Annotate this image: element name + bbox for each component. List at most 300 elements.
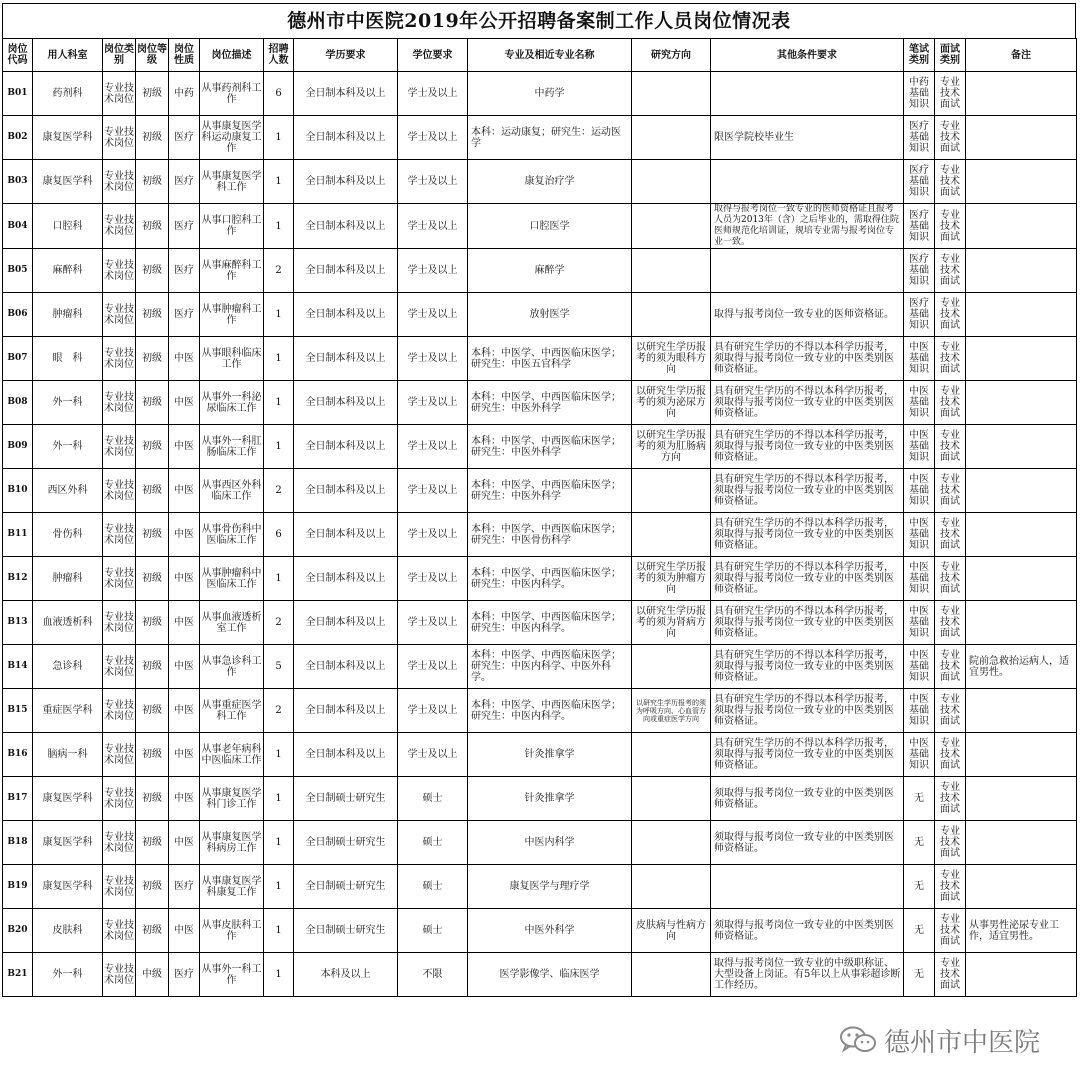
education-cell: 全日制本科及以上 (294, 557, 398, 601)
written-exam-cell: 中医基础知识 (904, 381, 935, 425)
table-row (3, 337, 1077, 381)
description-cell: 从事口腔科工作 (200, 204, 264, 249)
dept-cell: 肿瘤科 (33, 557, 103, 601)
requirements-cell: 须取得与报考岗位一致专业的中医类别医师资格证。 (711, 777, 904, 821)
written-exam-cell: 中医基础知识 (904, 689, 935, 733)
category-cell: 专业技术岗位 (103, 204, 136, 249)
major-cell: 本科：中医学、中西医临床医学；研究生：中医内科学、中医外科学。 (468, 645, 632, 689)
degree-cell: 学士及以上 (398, 204, 468, 249)
dept-cell: 皮肤科 (33, 909, 103, 953)
dept-cell: 西区外科 (33, 469, 103, 513)
nature-cell: 中医 (169, 777, 200, 821)
table-body (3, 72, 1077, 997)
requirements-cell: 取得与报考岗位一致专业的医师资格证且报考人员为2013年（含）之后毕业的，需取得住院医师规范化培训证，规培专业需与报考岗位专业一致。 (711, 204, 904, 249)
remark-cell (966, 249, 1077, 293)
requirements-cell: 具有研究生学历的不得以本科学历报考，须取得与报考岗位一致专业的中医类别医师资格证。 (711, 381, 904, 425)
table-row (3, 249, 1077, 293)
degree-cell: 学士及以上 (398, 645, 468, 689)
count-cell: 1 (264, 909, 294, 953)
remark-cell (966, 689, 1077, 733)
major-cell: 本科：中医学、中西医临床医学；研究生：中医骨伤科学 (468, 513, 632, 557)
degree-cell: 学士及以上 (398, 601, 468, 645)
research-cell (632, 513, 711, 557)
interview-cell: 专业技术面试 (935, 601, 966, 645)
education-cell: 全日制硕士研究生 (294, 909, 398, 953)
research-cell (632, 865, 711, 909)
table-row (3, 513, 1077, 557)
description-cell: 从事急诊科工作 (200, 645, 264, 689)
code: B14 (3, 645, 33, 689)
major-cell: 本科：中医学、中西医临床医学；研究生：中医外科学 (468, 469, 632, 513)
written-exam-cell: 医疗基础知识 (904, 293, 935, 337)
category-cell: 专业技术岗位 (103, 116, 136, 160)
remark-cell: 从事男性泌尿专业工作，适宜男性。 (966, 909, 1077, 953)
description-cell: 从事肿瘤科工作 (200, 293, 264, 337)
nature-cell: 中医 (169, 601, 200, 645)
table-row (3, 469, 1077, 513)
count-cell: 1 (264, 204, 294, 249)
requirements-cell: 限医学院校毕业生 (711, 116, 904, 160)
interview-cell: 专业技术面试 (935, 733, 966, 777)
remark-cell (966, 513, 1077, 557)
major-cell: 放射医学 (468, 293, 632, 337)
level-cell: 初级 (136, 513, 169, 557)
degree-cell: 硕士 (398, 821, 468, 865)
major-cell: 中医内科学 (468, 821, 632, 865)
remark-cell (966, 953, 1077, 997)
education-cell: 全日制本科及以上 (294, 160, 398, 204)
interview-cell: 专业技术面试 (935, 249, 966, 293)
interview-cell: 专业技术面试 (935, 689, 966, 733)
description-cell: 从事老年病科中医临床工作 (200, 733, 264, 777)
level-cell: 初级 (136, 381, 169, 425)
major-cell: 本科：中医学、中西医临床医学；研究生：中医内科学。 (468, 601, 632, 645)
header-cell: 岗位代码 (3, 39, 33, 72)
interview-cell: 专业技术面试 (935, 381, 966, 425)
code: B12 (3, 557, 33, 601)
written-exam-cell: 医疗基础知识 (904, 249, 935, 293)
major-cell: 口腔医学 (468, 204, 632, 249)
count-cell: 6 (264, 513, 294, 557)
major-cell: 本科：中医学、中西医临床医学；研究生：中医内科学。 (468, 689, 632, 733)
table-row (3, 909, 1077, 953)
code: B08 (3, 381, 33, 425)
education-cell: 全日制本科及以上 (294, 689, 398, 733)
dept-cell: 肿瘤科 (33, 293, 103, 337)
level-cell: 初级 (136, 909, 169, 953)
count-cell: 2 (264, 249, 294, 293)
table-row (3, 293, 1077, 337)
table-row (3, 204, 1077, 249)
research-cell (632, 204, 711, 249)
remark-cell (966, 72, 1077, 116)
header-cell: 专业及相近专业名称 (468, 39, 632, 72)
major-cell: 本科：中医学、中西医临床医学；研究生：中医内科学。 (468, 557, 632, 601)
dept-cell: 眼 科 (33, 337, 103, 381)
research-cell (632, 645, 711, 689)
wechat-icon (838, 1025, 878, 1055)
count-cell: 1 (264, 821, 294, 865)
dept-cell: 康复医学科 (33, 821, 103, 865)
table-row (3, 953, 1077, 997)
category-cell: 专业技术岗位 (103, 425, 136, 469)
code: B11 (3, 513, 33, 557)
level-cell: 初级 (136, 645, 169, 689)
requirements-cell: 具有研究生学历的不得以本科学历报考，须取得与报考岗位一致专业的中医类别医师资格证。 (711, 513, 904, 557)
description-cell: 从事骨伤科中医临床工作 (200, 513, 264, 557)
level-cell: 初级 (136, 204, 169, 249)
header-cell: 研究方向 (632, 39, 711, 72)
written-exam-cell: 中医基础知识 (904, 337, 935, 381)
written-exam-cell: 中医基础知识 (904, 601, 935, 645)
nature-cell: 医疗 (169, 204, 200, 249)
research-cell: 以研究生学历报考的须为呼吸方向、心血管方向或重症医学方向 (632, 689, 711, 733)
code: B09 (3, 425, 33, 469)
header-cell: 学位要求 (398, 39, 468, 72)
written-exam-cell: 无 (904, 865, 935, 909)
description-cell: 从事重症医学科工作 (200, 689, 264, 733)
interview-cell: 专业技术面试 (935, 821, 966, 865)
remark-cell (966, 865, 1077, 909)
written-exam-cell: 医疗基础知识 (904, 116, 935, 160)
education-cell: 全日制硕士研究生 (294, 821, 398, 865)
count-cell: 1 (264, 557, 294, 601)
code: B06 (3, 293, 33, 337)
level-cell: 初级 (136, 689, 169, 733)
requirements-cell (711, 249, 904, 293)
nature-cell: 医疗 (169, 865, 200, 909)
degree-cell: 学士及以上 (398, 381, 468, 425)
nature-cell: 中医 (169, 557, 200, 601)
education-cell: 全日制本科及以上 (294, 204, 398, 249)
research-cell (632, 293, 711, 337)
research-cell: 以研究生学历报考的须为肿瘤方向 (632, 557, 711, 601)
table-row (3, 645, 1077, 689)
interview-cell: 专业技术面试 (935, 469, 966, 513)
major-cell: 中药学 (468, 72, 632, 116)
nature-cell: 医疗 (169, 293, 200, 337)
remark-cell (966, 116, 1077, 160)
dept-cell: 骨伤科 (33, 513, 103, 557)
written-exam-cell: 中医基础知识 (904, 733, 935, 777)
nature-cell: 中药 (169, 72, 200, 116)
degree-cell: 学士及以上 (398, 72, 468, 116)
major-cell: 本科：中医学、中西医临床医学；研究生：中医五官科学 (468, 337, 632, 381)
code: B10 (3, 469, 33, 513)
interview-cell: 专业技术面试 (935, 337, 966, 381)
research-cell: 以研究生学历报考的须为泌尿方向 (632, 381, 711, 425)
major-cell: 麻醉学 (468, 249, 632, 293)
education-cell: 全日制本科及以上 (294, 249, 398, 293)
count-cell: 2 (264, 689, 294, 733)
table-row (3, 601, 1077, 645)
dept-cell: 外一科 (33, 381, 103, 425)
major-cell: 本科：运动康复；研究生：运动医学 (468, 116, 632, 160)
major-cell: 针灸推拿学 (468, 733, 632, 777)
interview-cell: 专业技术面试 (935, 909, 966, 953)
written-exam-cell: 中药基础知识 (904, 72, 935, 116)
major-cell: 中医外科学 (468, 909, 632, 953)
code: B02 (3, 116, 33, 160)
remark-cell (966, 204, 1077, 249)
category-cell: 专业技术岗位 (103, 513, 136, 557)
remark-cell: 院前急救抬运病人，适宜男性。 (966, 645, 1077, 689)
education-cell: 全日制本科及以上 (294, 601, 398, 645)
major-cell: 针灸推拿学 (468, 777, 632, 821)
written-exam-cell: 无 (904, 777, 935, 821)
watermark-text: 德州市中医院 (884, 1027, 1041, 1058)
table-row (3, 72, 1077, 116)
description-cell: 从事麻醉科工作 (200, 249, 264, 293)
count-cell: 1 (264, 293, 294, 337)
table-row (3, 821, 1077, 865)
degree-cell: 学士及以上 (398, 513, 468, 557)
requirements-cell: 具有研究生学历的不得以本科学历报考，须取得与报考岗位一致专业的中医类别医师资格证。 (711, 337, 904, 381)
research-cell: 皮肤病与性病方向 (632, 909, 711, 953)
table-row (3, 425, 1077, 469)
major-cell: 康复医学与理疗学 (468, 865, 632, 909)
header-cell: 学历要求 (294, 39, 398, 72)
category-cell: 专业技术岗位 (103, 601, 136, 645)
education-cell: 全日制本科及以上 (294, 381, 398, 425)
header-cell: 岗位等级 (136, 39, 169, 72)
remark-cell (966, 733, 1077, 777)
degree-cell: 学士及以上 (398, 293, 468, 337)
research-cell (632, 777, 711, 821)
degree-cell: 不限 (398, 953, 468, 997)
remark-cell (966, 777, 1077, 821)
count-cell: 1 (264, 777, 294, 821)
table-row (3, 733, 1077, 777)
requirements-cell: 取得与报考岗位一致专业的医师资格证。 (711, 293, 904, 337)
major-cell: 本科：中医学、中西医临床医学；研究生：中医外科学 (468, 425, 632, 469)
degree-cell: 硕士 (398, 865, 468, 909)
remark-cell (966, 469, 1077, 513)
remark-cell (966, 425, 1077, 469)
requirements-cell: 具有研究生学历的不得以本科学历报考，须取得与报考岗位一致专业的中医类别医师资格证。 (711, 601, 904, 645)
written-exam-cell: 中医基础知识 (904, 645, 935, 689)
level-cell: 初级 (136, 72, 169, 116)
description-cell: 从事眼科临床工作 (200, 337, 264, 381)
code: B03 (3, 160, 33, 204)
dept-cell: 口腔科 (33, 204, 103, 249)
education-cell: 全日制本科及以上 (294, 293, 398, 337)
code: B13 (3, 601, 33, 645)
degree-cell: 学士及以上 (398, 249, 468, 293)
header-cell: 笔试类别 (904, 39, 935, 72)
code: B21 (3, 953, 33, 997)
level-cell: 初级 (136, 469, 169, 513)
major-cell: 康复治疗学 (468, 160, 632, 204)
description-cell: 从事血液透析室工作 (200, 601, 264, 645)
requirements-cell: 具有研究生学历的不得以本科学历报考，须取得与报考岗位一致专业的中医类别医师资格证。 (711, 733, 904, 777)
research-cell (632, 72, 711, 116)
count-cell: 1 (264, 337, 294, 381)
table-row (3, 557, 1077, 601)
degree-cell: 学士及以上 (398, 733, 468, 777)
education-cell: 全日制硕士研究生 (294, 865, 398, 909)
written-exam-cell: 中医基础知识 (904, 469, 935, 513)
level-cell: 初级 (136, 160, 169, 204)
dept-cell: 脑病一科 (33, 733, 103, 777)
count-cell: 1 (264, 425, 294, 469)
description-cell: 从事外一科泌尿临床工作 (200, 381, 264, 425)
table-row (3, 689, 1077, 733)
education-cell: 本科及以上 (294, 953, 398, 997)
research-cell (632, 160, 711, 204)
category-cell: 专业技术岗位 (103, 557, 136, 601)
category-cell: 专业技术岗位 (103, 249, 136, 293)
nature-cell: 中医 (169, 337, 200, 381)
written-exam-cell: 无 (904, 821, 935, 865)
major-cell: 本科：中医学、中西医临床医学；研究生：中医外科学 (468, 381, 632, 425)
education-cell: 全日制本科及以上 (294, 645, 398, 689)
interview-cell: 专业技术面试 (935, 953, 966, 997)
nature-cell: 医疗 (169, 116, 200, 160)
written-exam-cell: 无 (904, 909, 935, 953)
remark-cell (966, 557, 1077, 601)
code: B20 (3, 909, 33, 953)
interview-cell: 专业技术面试 (935, 425, 966, 469)
requirements-cell (711, 160, 904, 204)
description-cell: 从事康复医学科病房工作 (200, 821, 264, 865)
education-cell: 全日制本科及以上 (294, 425, 398, 469)
dept-cell: 康复医学科 (33, 116, 103, 160)
table-row (3, 160, 1077, 204)
category-cell: 专业技术岗位 (103, 337, 136, 381)
table-row (3, 777, 1077, 821)
dept-cell: 急诊科 (33, 645, 103, 689)
count-cell: 5 (264, 645, 294, 689)
code: B15 (3, 689, 33, 733)
nature-cell: 中医 (169, 513, 200, 557)
remark-cell (966, 601, 1077, 645)
remark-cell (966, 821, 1077, 865)
interview-cell: 专业技术面试 (935, 293, 966, 337)
education-cell: 全日制本科及以上 (294, 513, 398, 557)
research-cell (632, 733, 711, 777)
table-row (3, 381, 1077, 425)
code: B19 (3, 865, 33, 909)
degree-cell: 学士及以上 (398, 116, 468, 160)
header-cell: 面试类别 (935, 39, 966, 72)
education-cell: 全日制硕士研究生 (294, 777, 398, 821)
nature-cell: 医疗 (169, 953, 200, 997)
requirements-cell: 取得与报考岗位一致专业的中级职称证、大型设备上岗证。有5年以上从事彩超诊断工作经历。 (711, 953, 904, 997)
nature-cell: 中医 (169, 689, 200, 733)
level-cell: 初级 (136, 777, 169, 821)
category-cell: 专业技术岗位 (103, 469, 136, 513)
count-cell: 1 (264, 116, 294, 160)
interview-cell: 专业技术面试 (935, 513, 966, 557)
level-cell: 初级 (136, 821, 169, 865)
category-cell: 专业技术岗位 (103, 689, 136, 733)
description-cell: 从事康复医学科门诊工作 (200, 777, 264, 821)
research-cell (632, 469, 711, 513)
description-cell: 从事康复医学科工作 (200, 160, 264, 204)
description-cell: 从事康复医学科运动康复工作 (200, 116, 264, 160)
dept-cell: 康复医学科 (33, 160, 103, 204)
requirements-cell (711, 72, 904, 116)
research-cell: 以研究生学历报考的须为肛肠病方向 (632, 425, 711, 469)
interview-cell: 专业技术面试 (935, 645, 966, 689)
written-exam-cell: 医疗基础知识 (904, 160, 935, 204)
header-cell: 用人科室 (33, 39, 103, 72)
count-cell: 1 (264, 381, 294, 425)
level-cell: 初级 (136, 425, 169, 469)
count-cell: 1 (264, 953, 294, 997)
dept-cell: 血液透析科 (33, 601, 103, 645)
research-cell (632, 116, 711, 160)
written-exam-cell: 无 (904, 953, 935, 997)
level-cell: 初级 (136, 116, 169, 160)
major-cell: 医学影像学、临床医学 (468, 953, 632, 997)
header-cell: 岗位类别 (103, 39, 136, 72)
requirements-cell (711, 865, 904, 909)
remark-cell (966, 160, 1077, 204)
category-cell: 专业技术岗位 (103, 821, 136, 865)
degree-cell: 硕士 (398, 777, 468, 821)
remark-cell (966, 381, 1077, 425)
interview-cell: 专业技术面试 (935, 777, 966, 821)
interview-cell: 专业技术面试 (935, 865, 966, 909)
requirements-cell: 具有研究生学历的不得以本科学历报考，须取得与报考岗位一致专业的中医类别医师资格证。 (711, 689, 904, 733)
education-cell: 全日制本科及以上 (294, 469, 398, 513)
degree-cell: 学士及以上 (398, 469, 468, 513)
level-cell: 初级 (136, 249, 169, 293)
requirements-cell: 须取得与报考岗位一致专业的中医类别医师资格证。 (711, 821, 904, 865)
requirements-cell: 具有研究生学历的不得以本科学历报考，须取得与报考岗位一致专业的中医类别医师资格证。 (711, 645, 904, 689)
education-cell: 全日制本科及以上 (294, 116, 398, 160)
requirements-cell: 具有研究生学历的不得以本科学历报考，须取得与报考岗位一致专业的中医类别医师资格证。 (711, 469, 904, 513)
interview-cell: 专业技术面试 (935, 116, 966, 160)
category-cell: 专业技术岗位 (103, 953, 136, 997)
description-cell: 从事西区外科临床工作 (200, 469, 264, 513)
count-cell: 1 (264, 733, 294, 777)
research-cell (632, 953, 711, 997)
header-cell: 招聘人数 (264, 39, 294, 72)
interview-cell: 专业技术面试 (935, 204, 966, 249)
education-cell: 全日制本科及以上 (294, 72, 398, 116)
table-row (3, 865, 1077, 909)
header-cell: 其他条件要求 (711, 39, 904, 72)
count-cell: 1 (264, 160, 294, 204)
nature-cell: 中医 (169, 469, 200, 513)
code: B04 (3, 204, 33, 249)
nature-cell: 中医 (169, 821, 200, 865)
dept-cell: 外一科 (33, 953, 103, 997)
level-cell: 初级 (136, 557, 169, 601)
research-cell (632, 821, 711, 865)
category-cell: 专业技术岗位 (103, 72, 136, 116)
interview-cell: 专业技术面试 (935, 160, 966, 204)
category-cell: 专业技术岗位 (103, 733, 136, 777)
nature-cell: 中医 (169, 733, 200, 777)
requirements-cell: 具有研究生学历的不得以本科学历报考，须取得与报考岗位一致专业的中医类别医师资格证。 (711, 557, 904, 601)
written-exam-cell: 中医基础知识 (904, 557, 935, 601)
count-cell: 6 (264, 72, 294, 116)
description-cell: 从事药剂科工作 (200, 72, 264, 116)
level-cell: 初级 (136, 865, 169, 909)
requirements-cell: 须取得与报考岗位一致专业的中医类别医师资格证。 (711, 909, 904, 953)
research-cell (632, 249, 711, 293)
remark-cell (966, 337, 1077, 381)
degree-cell: 学士及以上 (398, 337, 468, 381)
count-cell: 2 (264, 469, 294, 513)
table-row (3, 116, 1077, 160)
header-row (3, 39, 1077, 72)
category-cell: 专业技术岗位 (103, 909, 136, 953)
